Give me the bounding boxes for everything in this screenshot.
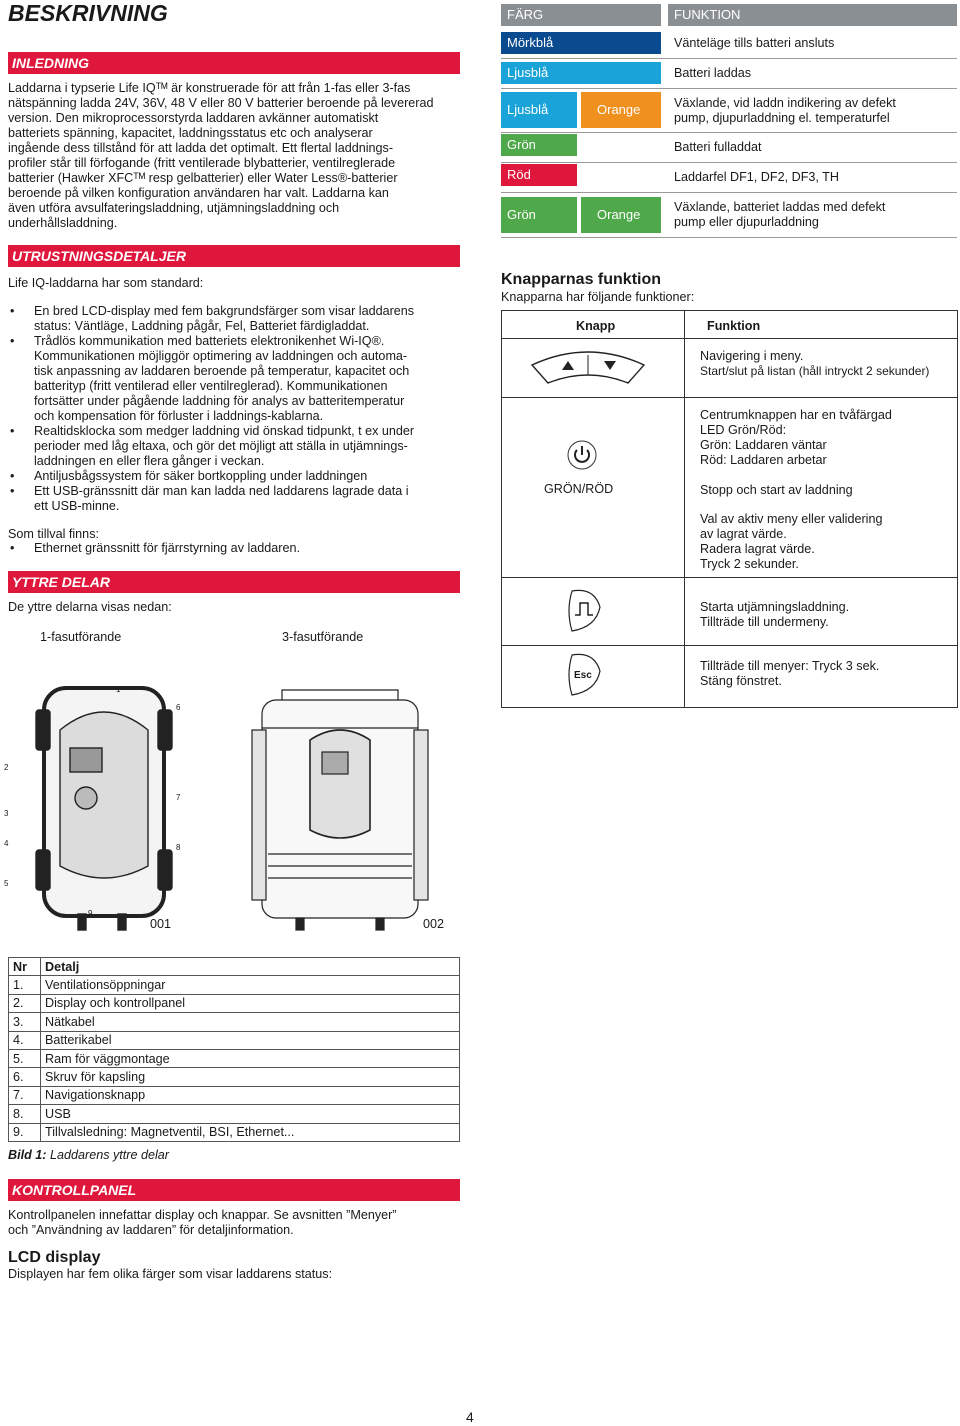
cell-detalj: Display och kontrollpanel — [41, 994, 460, 1012]
optional-list — [8, 541, 460, 556]
optional-intro: Som tillval finns: — [8, 527, 99, 541]
list-item — [8, 304, 460, 334]
row-divider — [502, 577, 957, 578]
text-line: Kommunikationen möjliggör optimering av laddningen och automa- — [34, 349, 408, 363]
lcd-text: Displayen har fem olika färger som visar laddarens status: — [8, 1267, 333, 1281]
cell-detalj: Batterikabel — [41, 1031, 460, 1049]
yttre-intro: De yttre delarna visas nedan: — [8, 600, 172, 614]
table-header-row — [9, 958, 460, 976]
callout-3: 3 — [4, 809, 9, 818]
text-line: och kompensation för förluster i laddnings-kablarna. — [34, 409, 324, 423]
esc-label: Esc — [574, 670, 592, 681]
row-divider — [501, 192, 957, 193]
color-cell-ljusbla: Ljusblå — [501, 92, 577, 128]
text-line: laddningen en eller flera gånger i veckan. — [34, 454, 265, 468]
nav-buttons-icon[interactable] — [528, 345, 648, 387]
color-cell-gron: Grön — [501, 134, 577, 156]
power-button-icon[interactable] — [566, 439, 598, 471]
table-row — [9, 1049, 460, 1067]
function-text: Batteri fulladdat — [674, 140, 762, 154]
text-line: version. Den mikroprocessorstyrda laddaren avkänner automatiskt — [8, 111, 379, 125]
row-divider — [501, 162, 957, 163]
page-title: BESKRIVNING — [8, 0, 168, 26]
center-stop-text: Stopp och start av laddning — [700, 483, 853, 497]
table-row — [9, 976, 460, 994]
color-cell-orange: Orange — [581, 92, 661, 128]
cell-nr: 7. — [9, 1086, 41, 1104]
text-line: • Ett USB-gränssnitt där man kan ladda ned laddarens lagrade data i — [34, 484, 409, 498]
callout-2: 2 — [4, 763, 9, 772]
section-heading-inledning: INLEDNING — [8, 52, 460, 74]
column-header-funktion: Funktion — [707, 319, 761, 333]
caption-text: Laddarens yttre delar — [46, 1148, 169, 1162]
column-divider — [684, 311, 685, 707]
inledning-text — [8, 81, 460, 231]
function-text: Vänteläge tills batteri ansluts — [674, 36, 835, 50]
table-row — [9, 994, 460, 1012]
text-line: perioder med låg eltaxa, och gör det möjligt att ställa in utjämnings- — [34, 439, 408, 453]
caption-label: Bild 1: — [8, 1148, 47, 1162]
table-row — [9, 1068, 460, 1086]
text-line: Grön: Laddaren väntar — [700, 438, 827, 452]
text-line: underhållsladdning. — [8, 216, 118, 230]
column-header-knapp: Knapp — [576, 319, 616, 333]
cell-nr: 3. — [9, 1013, 41, 1031]
cell-detalj: Ventilationsöppningar — [41, 976, 460, 994]
row-divider — [501, 88, 957, 89]
row-divider — [501, 132, 957, 133]
row-divider — [501, 237, 957, 238]
table-row — [9, 1105, 460, 1123]
list-item — [8, 334, 460, 424]
section-heading-kontrollpanel: KONTROLLPANEL — [8, 1179, 460, 1201]
row-divider — [501, 58, 957, 59]
function-text — [674, 200, 957, 230]
charger-1fas-drawing — [36, 688, 172, 930]
color-cell-ljusbla: Ljusblå — [501, 62, 661, 84]
text-line: batteriets spänning, kapacitet, laddningsstatus etc och analyserar — [8, 126, 373, 140]
text-line: ett USB-minne. — [34, 499, 120, 513]
center-val-text — [700, 512, 882, 572]
equalize-button-icon[interactable] — [564, 587, 604, 633]
esc-text — [700, 659, 879, 689]
text-line: Radera lagrat värde. — [700, 542, 815, 556]
cell-nr: 8. — [9, 1105, 41, 1123]
text-line: även utföra avsulfateringsladdning, utjämningsladdning och — [8, 201, 340, 215]
text-line: Centrumknappen har en tvåfärgad — [700, 408, 892, 422]
color-cell-orange: Orange — [581, 197, 661, 233]
table-row — [9, 1013, 460, 1031]
text-line: Växlande, vid laddn indikering av defekt — [674, 96, 896, 110]
text-line: pump, djupurladdning el. temperaturfel — [674, 111, 890, 125]
callout-4: 4 — [4, 839, 9, 848]
cell-detalj: Ram för väggmontage — [41, 1049, 460, 1067]
text-line: • Realtidsklocka som medger laddning vid önskad tidpunkt, t ex under — [34, 424, 415, 438]
color-cell-gron: Grön — [501, 197, 577, 233]
button-function-table — [501, 310, 958, 708]
text-line: nätspänning ladda 24V, 36V, 48 V eller 80 V batterier beroende på levererad — [8, 96, 434, 110]
table-row — [9, 1086, 460, 1104]
text-line: Tryck 2 sekunder. — [700, 557, 799, 571]
text-line: • Trådlös kommunikation med batteriets elektronikenhet Wi-IQ®. — [34, 334, 385, 348]
column-header-farg: FÄRG — [501, 4, 661, 26]
center-button-label: GRÖN/RÖD — [544, 482, 614, 496]
list-item — [8, 469, 460, 484]
text-line: pump eller djupurladdning — [674, 215, 819, 229]
row-divider — [502, 397, 957, 398]
callout-8: 8 — [176, 843, 181, 852]
text-line: Tillträde till menyer: Tryck 3 sek. — [700, 659, 880, 673]
lcd-heading: LCD display — [8, 1249, 101, 1266]
text-line: Röd: Laddaren arbetar — [700, 453, 827, 467]
text-line: Starta utjämningsladdning. — [700, 600, 850, 614]
text-line: Kontrollpanelen innefattar display och knappar. Se avsnitten ”Menyer” — [8, 1208, 397, 1222]
cell-nr: 6. — [9, 1068, 41, 1086]
text-line: batterier (Hawker XFCᵀᴹ resp gelbatterier) eller Water Less®-batterier — [8, 171, 398, 185]
figure-number-001: 001 — [150, 917, 172, 931]
color-cell-rod: Röd — [501, 164, 577, 186]
figure-number-002: 002 — [423, 917, 445, 931]
text-line: Stäng fönstret. — [700, 674, 782, 688]
section-heading-yttre: YTTRE DELAR — [8, 571, 460, 593]
callout-7: 7 — [176, 793, 181, 802]
text-line: och ”Användning av laddaren” för detaljinformation. — [8, 1223, 294, 1237]
column-header-detalj: Detalj — [41, 958, 460, 976]
text-line: batterityp (fritt ventilerad eller ventilreglerad). Kommunikationen — [34, 379, 388, 393]
text-line: profiler står till förfogande (fritt ventilerade blybatterier, ventilreglerade — [8, 156, 396, 170]
text-line: • En bred LCD-display med fem bakgrundsfärger som visar laddarens — [34, 304, 415, 318]
text-line: fortsätter under pågående laddning för analys av batteritemperatur — [34, 394, 405, 408]
cell-detalj: Tillvalsledning: Magnetventil, BSI, Ethernet... — [41, 1123, 460, 1141]
cell-detalj: Nätkabel — [41, 1013, 460, 1031]
list-item — [8, 424, 460, 469]
callout-9: 9 — [88, 909, 93, 918]
table-row — [9, 1123, 460, 1141]
nav-text-2: Start/slut på listan (håll intryckt 2 sekunder) — [700, 364, 930, 378]
text-line: LED Grön/Röd: — [700, 423, 787, 437]
function-text — [674, 96, 957, 126]
table-row — [9, 1031, 460, 1049]
cell-nr: 9. — [9, 1123, 41, 1141]
list-item: • Ethernet gränssnitt för fjärrstyrning av laddaren. — [8, 541, 460, 556]
column-header-nr: Nr — [9, 958, 41, 976]
kontrollpanel-text — [8, 1208, 460, 1238]
knappar-intro: Knapparna har följande funktioner: — [501, 290, 695, 304]
function-text: Laddarfel DF1, DF2, DF3, TH — [674, 170, 839, 184]
list-item — [8, 484, 460, 514]
charger-3fas-drawing — [252, 690, 428, 930]
text-line: beroende på vilken konfiguration användaren har valt. Laddarna kan — [8, 186, 389, 200]
text-line: Val av aktiv meny eller validering — [700, 512, 883, 526]
cell-detalj: Navigationsknapp — [41, 1086, 460, 1104]
text-line: ingående dess tillstånd för att ladda det optimalt. Ett flertal laddnings- — [8, 141, 394, 155]
text-line: Laddarna i typserie Life IQᵀᴹ är konstruerade för att från 1-fas eller 3-fas — [8, 81, 411, 95]
text-line: status: Väntläge, Laddning pågår, Fel, Batteriet färdigladdat. — [34, 319, 370, 333]
callout-6: 6 — [176, 703, 181, 712]
label-3fas: 3-fasutförande — [282, 630, 364, 644]
label-1fas: 1-fasutförande — [40, 630, 122, 644]
cell-detalj: Skruv för kapsling — [41, 1068, 460, 1086]
section-heading-utrustning: UTRUSTNINGSDETALJER — [8, 245, 460, 267]
cell-nr: 2. — [9, 994, 41, 1012]
page-number: 4 — [466, 1409, 474, 1425]
row-divider — [502, 645, 957, 646]
function-text: Batteri laddas — [674, 66, 752, 80]
callout-5: 5 — [4, 879, 9, 888]
text-line: • Antiljusbågssystem för säker bortkoppling under laddningen — [34, 469, 368, 483]
text-line: Växlande, batteriet laddas med defekt — [674, 200, 886, 214]
equalize-text — [700, 600, 849, 630]
utrustning-list — [8, 304, 460, 514]
utrustning-intro: Life IQ-laddarna har som standard: — [8, 276, 204, 290]
cell-nr: 5. — [9, 1049, 41, 1067]
knappar-heading: Knapparnas funktion — [501, 271, 662, 288]
text-line: av lagrat värde. — [700, 527, 787, 541]
row-divider — [502, 338, 957, 339]
text-line: Tillträde till undermeny. — [700, 615, 829, 629]
center-text — [700, 408, 892, 468]
nav-text-1: Navigering i meny. — [700, 349, 804, 363]
column-header-funktion: FUNKTION — [668, 4, 957, 26]
parts-table — [8, 957, 460, 1142]
cell-detalj: USB — [41, 1105, 460, 1123]
color-cell-morkbla: Mörkblå — [501, 32, 661, 54]
figure-caption — [8, 1148, 169, 1163]
cell-nr: 1. — [9, 976, 41, 994]
charger-drawings — [0, 670, 470, 940]
text-line: tisk anpassning av laddaren beroende på temperatur, kapacitet och — [34, 364, 410, 378]
callout-1: 1 — [116, 685, 121, 694]
cell-nr: 4. — [9, 1031, 41, 1049]
